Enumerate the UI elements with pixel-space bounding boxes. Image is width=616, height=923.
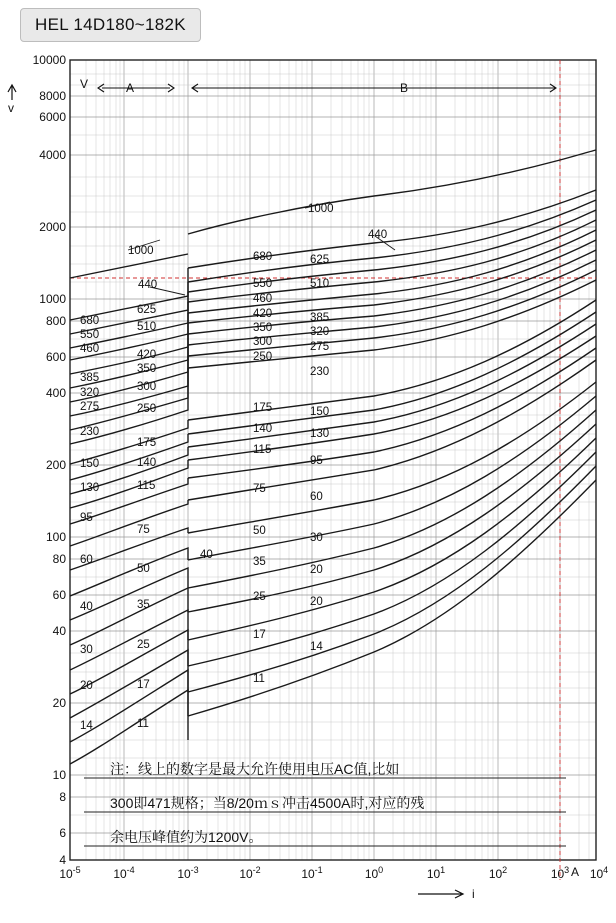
- svg-text:200: 200: [45, 458, 66, 472]
- svg-text:20: 20: [310, 596, 323, 608]
- svg-text:460: 460: [253, 293, 273, 305]
- svg-text:230: 230: [80, 426, 100, 438]
- svg-text:350: 350: [137, 363, 157, 375]
- svg-text:60: 60: [52, 588, 66, 602]
- svg-text:115: 115: [137, 480, 156, 492]
- svg-text:800: 800: [45, 314, 66, 328]
- svg-text:101: $10^1$: [426, 865, 446, 881]
- note-line-2: 300即471规格；当8/20ｍｓ冲击4500A时,对应的残: [110, 795, 425, 811]
- x-axis-ticks: [59, 865, 608, 881]
- svg-text:600: 600: [45, 350, 66, 364]
- svg-text:V: V: [80, 77, 89, 91]
- svg-text:275: 275: [310, 341, 330, 353]
- svg-text:104: $10^4$: [589, 865, 609, 881]
- svg-text:625: 625: [310, 254, 330, 266]
- svg-text:20: 20: [310, 564, 323, 576]
- svg-text:A: A: [570, 865, 580, 879]
- svg-text:275: 275: [80, 401, 100, 413]
- svg-text:25: 25: [137, 639, 150, 651]
- svg-text:440: 440: [368, 229, 388, 241]
- svg-text:230: 230: [310, 366, 330, 378]
- svg-text:10-4: $10^{-4}$: [113, 865, 135, 881]
- svg-text:10000: 10000: [32, 53, 66, 67]
- svg-text:1000: 1000: [308, 203, 334, 215]
- svg-text:300: 300: [137, 381, 157, 393]
- svg-text:40: 40: [200, 549, 213, 561]
- svg-text:550: 550: [253, 278, 273, 290]
- svg-text:30: 30: [80, 644, 93, 656]
- svg-text:8: 8: [59, 790, 66, 804]
- svg-text:v: v: [8, 101, 14, 115]
- svg-text:95: 95: [310, 455, 323, 467]
- svg-text:350: 350: [253, 322, 273, 334]
- region-label-a: A: [126, 81, 135, 95]
- svg-text:6000: 6000: [39, 110, 66, 124]
- svg-text:130: 130: [80, 482, 100, 494]
- svg-text:75: 75: [137, 524, 150, 536]
- y-axis-ticks: [33, 53, 67, 867]
- svg-text:20: 20: [52, 696, 66, 710]
- svg-text:250: 250: [137, 403, 157, 415]
- svg-text:40: 40: [80, 601, 93, 613]
- axis-names: [8, 77, 475, 901]
- svg-text:11: 11: [137, 718, 149, 730]
- svg-text:i: i: [472, 887, 475, 901]
- svg-text:115: 115: [253, 444, 272, 456]
- svg-text:102: $10^2$: [488, 865, 508, 881]
- svg-text:385: 385: [310, 312, 330, 324]
- svg-text:14: 14: [80, 720, 93, 732]
- svg-text:30: 30: [310, 532, 323, 544]
- svg-text:420: 420: [253, 308, 273, 320]
- svg-text:6: 6: [59, 826, 66, 840]
- svg-text:20: 20: [80, 680, 93, 692]
- svg-text:140: 140: [137, 457, 157, 469]
- svg-text:250: 250: [253, 351, 273, 363]
- svg-text:50: 50: [137, 563, 150, 575]
- svg-text:40: 40: [52, 624, 66, 638]
- svg-text:17: 17: [137, 679, 150, 691]
- svg-text:625: 625: [137, 304, 157, 316]
- svg-text:10: 10: [52, 768, 66, 782]
- svg-text:35: 35: [137, 599, 150, 611]
- svg-text:103: $10^3$: [550, 865, 570, 881]
- svg-text:11: 11: [253, 673, 265, 685]
- region-label-b: B: [400, 81, 409, 95]
- svg-text:510: 510: [137, 321, 157, 333]
- svg-text:400: 400: [45, 386, 66, 400]
- svg-text:10-1: $10^{-1}$: [301, 865, 323, 881]
- svg-text:150: 150: [310, 406, 330, 418]
- svg-text:25: 25: [253, 591, 266, 603]
- svg-text:550: 550: [80, 329, 100, 341]
- page-title: HEL 14D180~182K: [20, 8, 201, 42]
- svg-text:460: 460: [80, 343, 100, 355]
- note-line-1: 注：线上的数字是最大允许使用电压AC值,比如: [110, 761, 400, 777]
- svg-text:680: 680: [253, 251, 273, 263]
- svg-text:60: 60: [80, 554, 93, 566]
- svg-text:420: 420: [137, 349, 157, 361]
- svg-text:50: 50: [253, 525, 266, 537]
- svg-text:320: 320: [310, 326, 330, 338]
- svg-text:385: 385: [80, 372, 100, 384]
- svg-text:510: 510: [310, 278, 330, 290]
- svg-text:10-3: $10^{-3}$: [177, 865, 199, 881]
- svg-text:95: 95: [80, 512, 93, 524]
- svg-text:100: 100: [45, 530, 66, 544]
- svg-text:1000: 1000: [39, 292, 66, 306]
- svg-text:175: 175: [253, 402, 273, 414]
- svg-text:130: 130: [310, 428, 330, 440]
- svg-text:300: 300: [253, 336, 273, 348]
- svg-text:140: 140: [253, 423, 273, 435]
- svg-text:60: 60: [310, 491, 323, 503]
- svg-text:80: 80: [52, 552, 66, 566]
- svg-text:100: $10^0$: [364, 865, 384, 881]
- svg-text:8000: 8000: [39, 89, 66, 103]
- svg-text:4: 4: [59, 853, 66, 867]
- svg-text:10-2: $10^{-2}$: [239, 865, 261, 881]
- svg-text:10-5: $10^{-5}$: [59, 865, 81, 881]
- svg-text:1000: 1000: [128, 245, 154, 257]
- svg-text:14: 14: [310, 641, 323, 653]
- note-line-3: 余电压峰值约为1200V。: [110, 829, 263, 845]
- svg-text:440: 440: [138, 279, 158, 291]
- curve-labels: [80, 203, 387, 732]
- svg-text:4000: 4000: [39, 148, 66, 162]
- svg-text:35: 35: [253, 556, 266, 568]
- svg-text:320: 320: [80, 387, 100, 399]
- svg-text:680: 680: [80, 315, 100, 327]
- svg-text:17: 17: [253, 629, 266, 641]
- svg-text:2000: 2000: [39, 220, 66, 234]
- svg-text:175: 175: [137, 437, 157, 449]
- svg-text:150: 150: [80, 458, 100, 470]
- svg-text:75: 75: [253, 483, 266, 495]
